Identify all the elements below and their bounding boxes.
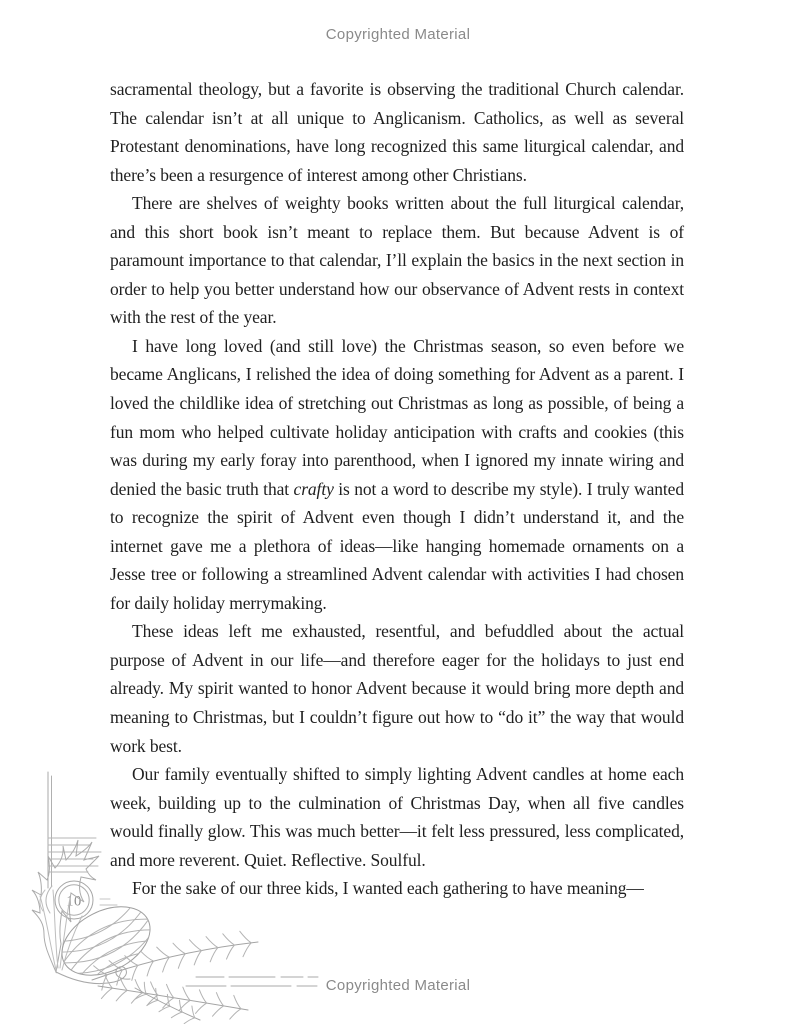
vertical-rules-decoration (48, 772, 52, 888)
copyright-header: Copyrighted Material (325, 26, 471, 43)
engraving-dashes-decoration (48, 838, 101, 872)
paragraph: Our family eventually shifted to simply lighting Advent candles at home each week, building up to the culmination of Christmas Day, when all five candles would finally glow. This was much better—it felt less pressured, less complicated, and more reverent. Quiet. Reflective. Soulful. (110, 764, 684, 870)
copyright-footer: Copyrighted Material (325, 977, 471, 994)
paragraph: These ideas left me exhausted, resentful, and befuddled about the actual purpose of Advent in our life—and therefore eager for the holidays to just end already. My spirit wanted to honor Advent because it would bring more depth and meaning to Christmas, but I couldn’t figure out how to “do it” the way that would work best. (110, 621, 684, 756)
page-number-badge (40, 881, 117, 919)
body-text (110, 75, 684, 903)
leaf-icon (32, 840, 99, 972)
paragraph: sacramental theology, but a favorite is observing the traditional Church calendar. The calendar isn’t at all unique to Anglicanism. Catholics, as well as several Protestant denominations, have long recognized this same liturgical calendar, and there’s been a resurgence of interest among other Christians. (110, 79, 684, 185)
page-number: 10 (66, 893, 82, 910)
paragraph: There are shelves of weighty books written about the full liturgical calendar, and this short book isn’t meant to replace them. But because Advent is of paramount importance to that calendar, I’ll explain the basics in the next section in order to help you better understand how our observance of Advent rests in context with the rest of the year. (110, 193, 684, 328)
paragraph: I have long loved (and still love) the Christmas season, so even before we became Anglicans, I relished the idea of doing something for Advent as a parent. I loved the childlike idea of stretching out Christmas as long as possible, of being a fun mom who helped cultivate holiday anticipation with crafts and cookies (this was during my early foray into parenthood, when I ignored my innate wiring and denied the basic truth that crafty is not a word to describe my style). I truly wanted to recognize the spirit of Advent even though I didn’t understand it, and the internet gave me a plethora of ideas—like hanging homemade ornaments on a Jesse tree or following a streamlined Advent calendar with activities I had chosen for daily holiday merrymaking. (110, 335, 684, 613)
paragraph: For the sake of our three kids, I wanted each gathering to have meaning— (132, 878, 644, 899)
